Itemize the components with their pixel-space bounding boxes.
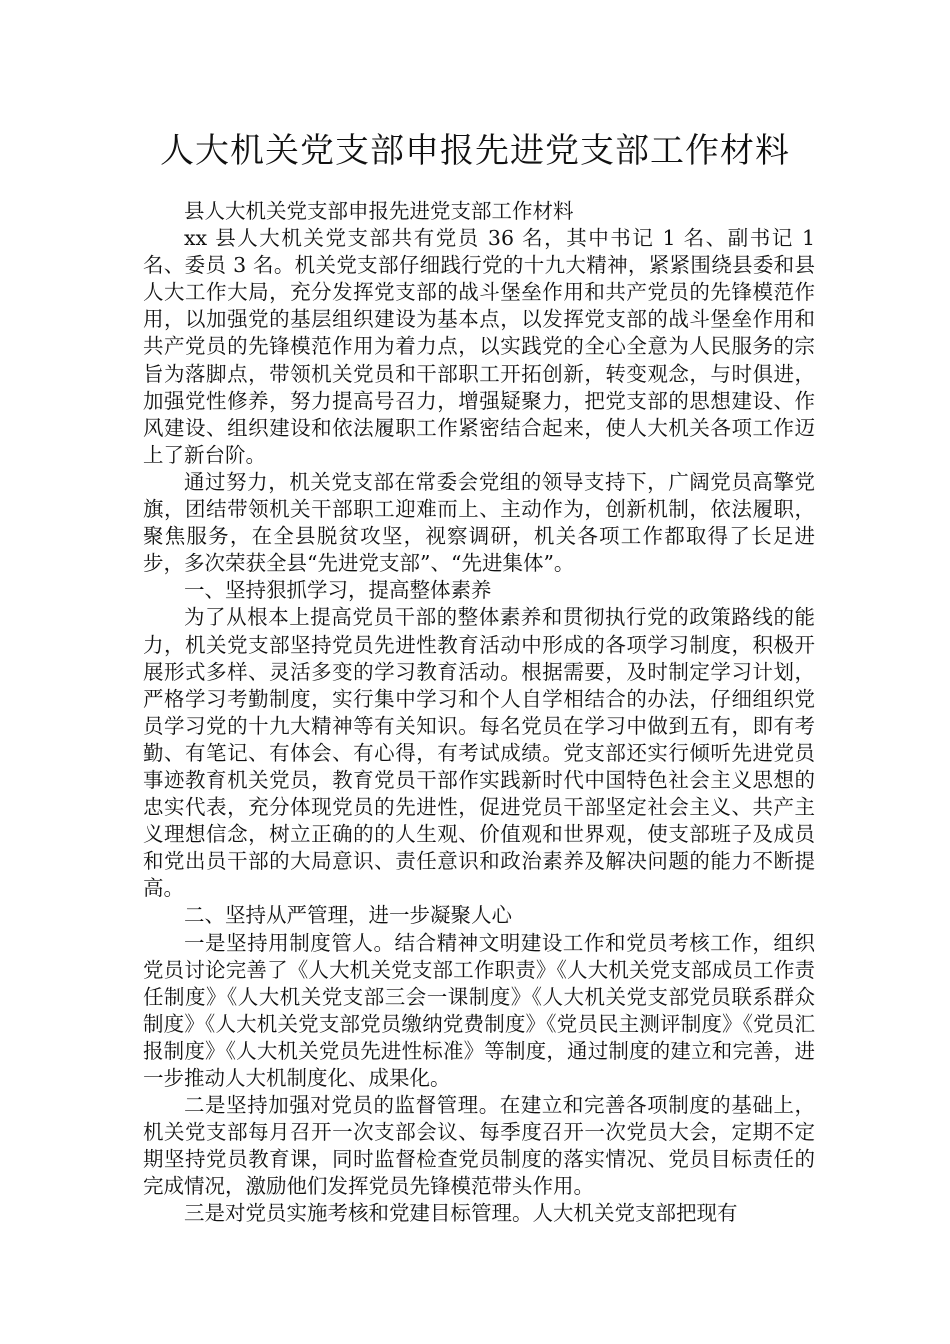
- paragraph-assessment: 三是对党员实施考核和党建目标管理。人大机关党支部把现有: [184, 1201, 738, 1226]
- paragraph-supervision: 二是坚持加强对党员的监督管理。在建立和完善各项制度的基础上，机关党支部每月召开一次支部会议、每季度召开一次党员大会，定期不定期坚持党员教育课，同时监督检查党员制度的落实情况、党员目标责任的完成情况，激励他们发挥党员先锋模范带头作用。: [143, 1093, 815, 1199]
- paragraph-rules: 一是坚持用制度管人。结合精神文明建设工作和党员考核工作，组织党员讨论完善了《人大机关党支部工作职责》《人大机关党支部成员工作责任制度》《人大机关党支部三会一课制度》《人大机关党支部党员联系群众制度》《人大机关党支部党员缴纳党费制度》《党员民主测评制度》《党员汇报制度》《人大机关党员先进性标准》等制度，通过制度的建立和完善，进一步推动人大机制度化、成果化。: [143, 930, 815, 1090]
- paragraph-study: 为了从根本上提高党员干部的整体素养和贯彻执行党的政策路线的能力，机关党支部坚持党员先进性教育活动中形成的各项学习制度，积极开展形式多样、灵活多变的学习教育活动。根据需要，及时制定学习计划，严格学习考勤制度，实行集中学习和个人自学相结合的办法，仔细组织党员学习党的十九大精神等有关知识。每名党员在学习中做到五有，即有考勤、有笔记、有体会、有心得，有考试成绩。党支部还实行倾听先进党员事迹教育机关党员，教育党员干部作实践新时代中国特色社会主义思想的忠实代表，充分体现党员的先进性，促进党员干部坚定社会主义、共产主义理想信念，树立正确的的人生观、价值观和世界观，使支部班子及成员和党出员干部的大局意识、责任意识和政治素养及解决问题的能力不断提高。: [143, 605, 815, 901]
- section-heading-1: 一、坚持狠抓学习，提高整体素养: [184, 578, 492, 603]
- paragraph-intro: xx 县人大机关党支部共有党员 36 名，其中书记 1 名、副书记 1 名、委员 3 名。机关党支部仔细践行党的十九大精神，紧紧围绕县委和县人大工作大局，充分发挥党支部的战斗堡垒作用和共产党员的先锋模范作用，以加强党的基层组织建设为基本点，以发挥党支部的战斗堡垒作用和共产党员的先锋模范作用为着力点，以实践党的全心全意为人民服务的宗旨为落脚点，带领机关党员和干部职工开拓创新，转变观念，与时俱进，加强党性修养，努力提高号召力，增强疑聚力，把党支部的思想建设、作风建设、组织建设和依法履职工作紧密结合起来，使人大机关各项工作迈上了新台阶。: [143, 226, 815, 467]
- paragraph-achievements: 通过努力，机关党支部在常委会党组的领导支持下，广阔党员高擎党旗，团结带领机关干部职工迎难而上、主动作为，创新机制，依法履职，聚焦服务，在全县脱贫攻坚，视察调研，机关各项工作都取得了长足进步，多次荣获全县“先进党支部”、“先进集体”。: [143, 469, 815, 576]
- document-body: [143, 198, 815, 1228]
- document-title: 人大机关党支部申报先进党支部工作材料: [160, 131, 790, 171]
- document-subtitle: 县人大机关党支部申报先进党支部工作材料: [184, 199, 574, 223]
- section-heading-2: 二、坚持从严管理，进一步凝聚人心: [184, 903, 512, 928]
